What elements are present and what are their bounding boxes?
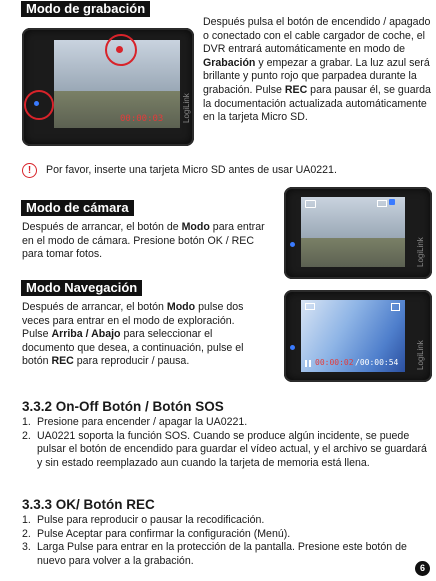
okrec-list	[22, 514, 414, 568]
camera-brand-logo: LogiLink	[416, 237, 425, 267]
recording-timer: 00:00:03	[120, 114, 164, 124]
pause-icon	[305, 360, 311, 367]
list-item: 2. Pulse Aceptar para confirmar la configuración (Menú).	[22, 527, 291, 540]
blue-led-icon	[34, 101, 39, 106]
dashcam-camera-image	[284, 187, 432, 279]
blue-led-icon	[290, 242, 295, 247]
lock-icon	[389, 199, 395, 205]
list-item: 1. Pulse para reproducir o pausar la recodificación.	[22, 514, 265, 526]
dashcam-screen	[301, 300, 405, 372]
navigation-mode-text: Después de arrancar, el botón Modo pulse dos veces para entrar en el modo de exploración. Pulse Arriba / Abajo para seleccionar el documento que desea, a continuación, pulse el botón REC para reproducir / pausa.	[22, 301, 244, 368]
camera-mode-title: Modo de cámara	[21, 200, 134, 216]
battery-icon	[377, 200, 387, 207]
play-icon	[391, 303, 400, 311]
camera-mode-text: Después de arrancar, el botón de Modo para entrar en el modo de cámara. Presione botón OK / REC para tomar fotos.	[22, 221, 265, 261]
dashcam-recording-image	[22, 28, 194, 146]
navigation-mode-title: Modo Navegación	[21, 280, 142, 296]
playback-mode-icon	[305, 303, 315, 310]
highlight-circle-led	[24, 90, 54, 120]
playback-elapsed: 00:00:02	[315, 358, 354, 367]
dashcam-screen	[301, 197, 405, 267]
recording-mode-title: Modo de grabación	[21, 1, 150, 17]
notice-text: Por favor, inserte una tarjeta Micro SD antes de usar UA0221.	[46, 164, 337, 176]
highlight-circle-rec-indicator	[105, 34, 137, 66]
okrec-heading: 3.3.3 OK/ Botón REC	[22, 497, 155, 512]
blue-led-icon	[290, 345, 295, 350]
list-item: 2. UA0221 soporta la función SOS. Cuando se produce algún incidente, se puede pulsar el botón de encendido para guardar el vídeo actual, y el archivo se guardará y sin estado reemplazado aun cuando la tarjeta de memoria está llena.	[22, 429, 427, 469]
sos-list	[22, 416, 428, 470]
list-item: 1. Presione para encender / apagar la UA0221.	[22, 416, 248, 428]
notice-row	[22, 163, 432, 179]
camera-mode-icon	[305, 200, 316, 208]
list-item: 3. Larga Pulse para entrar en la protección de la pantalla. Presione este botón de nuevo para volver a la grabación.	[22, 541, 407, 567]
page-number: 6	[415, 561, 430, 576]
dashcam-navigation-image	[284, 290, 432, 382]
camera-brand-logo: LogiLink	[416, 340, 425, 370]
sos-heading: 3.3.2 On-Off Botón / Botón SOS	[22, 399, 224, 414]
exclamation-icon: !	[22, 163, 37, 178]
camera-brand-logo: LogiLink	[182, 93, 191, 123]
recording-mode-text: Después pulsa el botón de encendido / apagado o conectado con el cable cargador de coche, el DVR entrará automáticamente en modo de Grabación y empezar a grabar. La luz azul será brillante y punto rojo que parpadea durante la grabación. Pulse REC para pausar él, se guarda la documentación actualizada automáticamente en la tarjeta Micro SD.	[203, 16, 431, 124]
playback-total: /00:00:54	[355, 358, 399, 367]
